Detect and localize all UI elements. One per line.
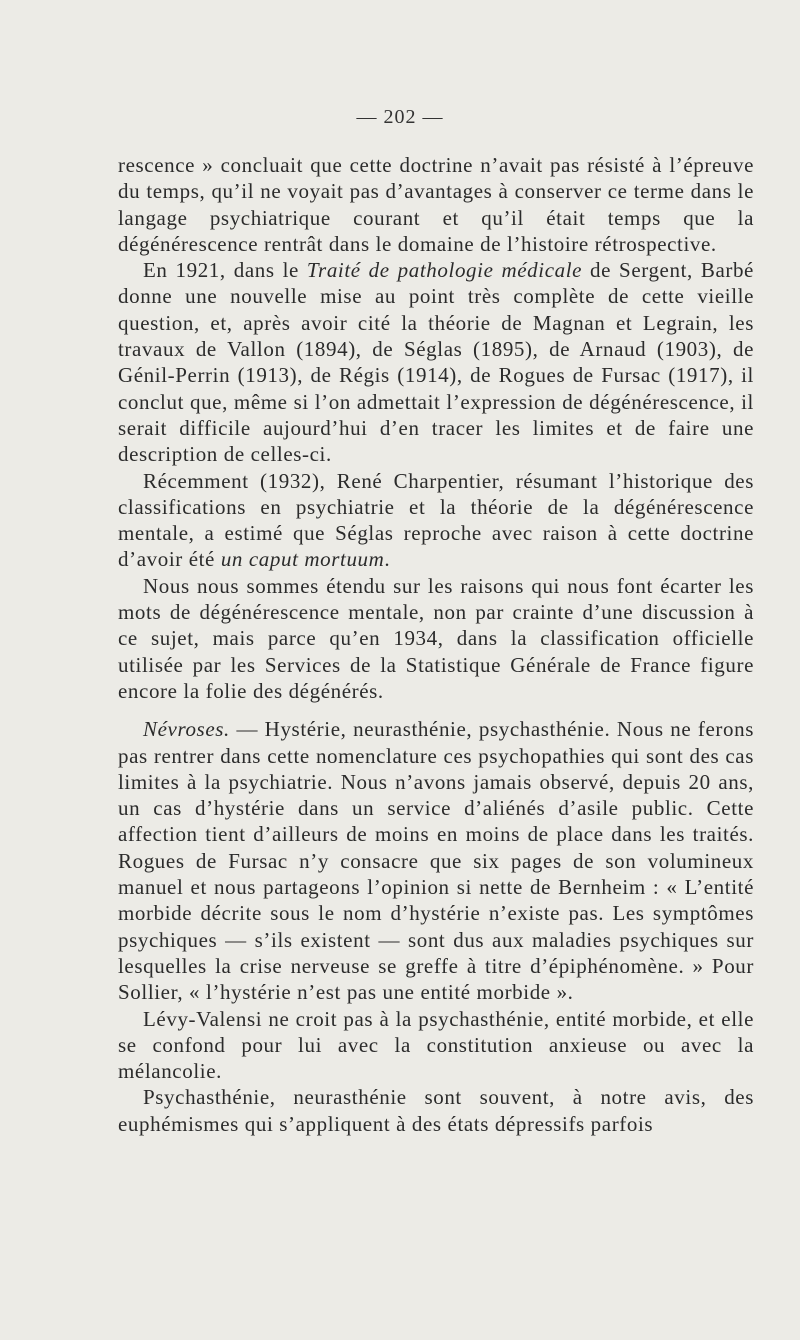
paragraph-1-text: rescence » concluait que cette doctrine n’avait pas résisté à l’épreuve du temps, qu’il ne voyait pas d’avantages à conserver ce terme dans le langage psychiatrique courant et qu’il était temps que la dégénérescence rentrât dans le domaine de l’histoire rétrospective. <box>118 153 754 256</box>
paragraph-2 <box>118 257 754 467</box>
paragraph-6-text: Lévy-Valensi ne croit pas à la psychasthénie, entité morbide, et elle se confond pour lui avec la constitution anxieuse ou avec la mélancolie. <box>118 1006 754 1084</box>
paragraph-6 <box>118 1006 754 1085</box>
page-number: — 202 — <box>356 106 444 128</box>
paragraph-1 <box>118 152 754 257</box>
section-heading-nevroses: Névroses. <box>143 717 230 742</box>
paragraph-4 <box>118 573 754 704</box>
paragraph-5-text: — Hystérie, neurasthénie, psychasthénie. Nous ne ferons pas rentrer dans cette nomenclature ces psychopathies qui sont des cas limites à la psychiatrie. Nous n’avons jamais observé, depuis 20 ans, un cas d’hystérie dans un service d’aliénés d’asile public. Cette affection tient d’ailleurs de moins en moins de place dans les traités. Rogues de Fursac n’y consacre que six pages de son volumineux manuel et nous partageons l’opinion si nette de Bernheim : « L’entité morbide décrite sous le nom d’hystérie n’existe pas. Les symptômes psychiques — s’ils existent — sont dus aux maladies psychiques sur lesquelles la crise nerveuse se greffe à titre d’épiphénomène. » Pour Sollier, « l’hystérie n’est pas une entité morbide ». <box>118 717 754 1005</box>
paragraph-7 <box>118 1084 754 1137</box>
paragraph-3-text-b: . <box>384 547 391 572</box>
paragraph-2-text-b: de Sergent, Barbé donne une nouvelle mise au point très complète de cette vieille question, et, après avoir cité la théorie de Magnan et Legrain, les travaux de Vallon (1894), de Séglas (1895), de Arnaud (1903), de Génil-Perrin (1913), de Régis (1914), de Rogues de Fursac (1917), il conclut que, même si l’on admettait l’expression de dégénérescence, il serait difficile aujourd’hui d’en tracer les limites et de faire une description de celles-ci. <box>118 258 754 467</box>
paragraph-3 <box>118 468 754 573</box>
paragraph-7-text: Psychasthénie, neurasthénie sont souvent, à notre avis, des euphémismes qui s’appliquent à des états dépressifs parfois <box>118 1085 754 1136</box>
paragraph-5 <box>118 716 754 1005</box>
paragraph-4-text: Nous nous sommes étendu sur les raisons qui nous font écarter les mots de dégénérescence mentale, non par crainte d’une discussion à ce sujet, mais parce qu’en 1934, dans la classification officielle utilisée par les Services de la Statistique Générale de France figure encore la folie des dégénérés. <box>118 573 754 703</box>
paragraph-3-text-a: Récemment (1932), René Charpentier, résumant l’historique des classifications en psychiatrie et la théorie de la dégénérescence mentale, a estimé que Séglas reproche avec raison à cette doctrine d’avoir été <box>118 468 754 572</box>
paragraph-2-text-a: En 1921, dans le <box>143 258 307 283</box>
text-body <box>118 152 754 1137</box>
book-title-italic: Traité de pathologie médicale <box>306 258 583 283</box>
latin-phrase-italic: un caput mortuum <box>220 547 385 572</box>
